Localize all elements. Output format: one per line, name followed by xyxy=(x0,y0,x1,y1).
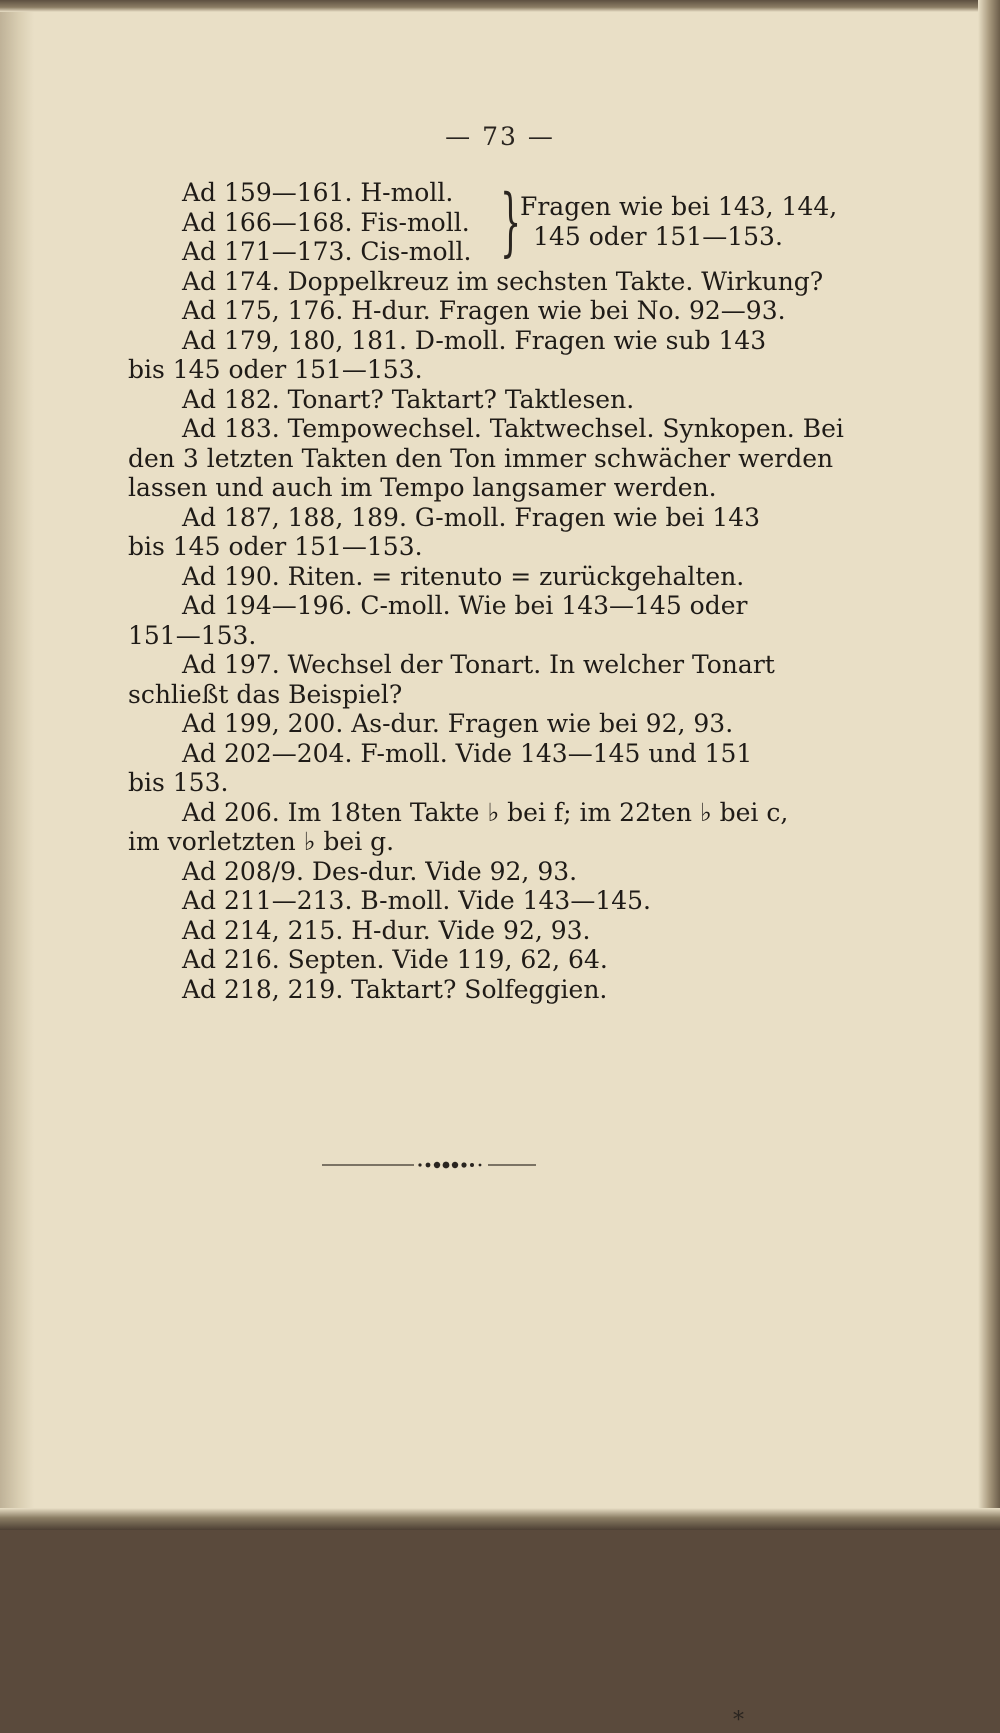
text-line: Ad 216. Septen. Vide 119, 62, 64. xyxy=(182,945,608,974)
text-line: Ad 166—168. Fis-moll. xyxy=(182,207,470,237)
text-line: Ad 218, 219. Taktart? Solfeggien. xyxy=(182,974,608,1004)
text-line: den 3 letzten Takten den Ton immer schwächer werden xyxy=(128,443,834,473)
text-line: im vorletzten ♭ bei g. xyxy=(128,827,395,856)
text-line: Ad 179, 180, 181. D-moll. Fragen wie sub 143 xyxy=(182,325,767,355)
page-top-edge xyxy=(0,0,1000,12)
text-line: 145 oder 151—153. xyxy=(533,221,783,251)
text-line: Ad 208/9. Des-dur. Vide 92, 93. xyxy=(182,856,578,886)
text-line: bis 145 oder 151—153. xyxy=(128,532,423,561)
text-line: Ad 171—173. Cis-moll. xyxy=(182,237,472,266)
text-line: schließt das Beispiel? xyxy=(128,679,403,709)
bracket-note xyxy=(520,192,838,251)
text-line: Ad 202—204. F-moll. Vide 143—145 und 151 xyxy=(182,738,753,768)
page-spine-shadow xyxy=(0,0,34,1530)
text-line: Ad 199, 200. As-dur. Fragen wie bei 92, 93. xyxy=(182,709,734,738)
text-line: 151—153. xyxy=(128,620,257,650)
text-line: Ad 194—196. C-moll. Wie bei 143—145 oder xyxy=(182,591,748,620)
ornament-divider-icon xyxy=(322,1160,682,1170)
bracketed-entries xyxy=(128,178,838,267)
text-line: bis 153. xyxy=(128,768,229,797)
page-bottom-edge xyxy=(0,1508,1000,1530)
page-right-edge xyxy=(978,0,1000,1530)
text-line: Ad 174. Doppelkreuz im sechsten Takte. Wirkung? xyxy=(182,266,824,296)
text-line: Ad 175, 176. H-dur. Fragen wie bei No. 92—93. xyxy=(182,296,786,325)
text-line: Ad 197. Wechsel der Tonart. In welcher Tonart xyxy=(182,650,775,679)
entry-lines xyxy=(128,266,844,1005)
text-line: lassen und auch im Tempo langsamer werden. xyxy=(128,473,717,502)
text-line: Ad 159—161. H-moll. xyxy=(182,178,454,207)
text-line: Ad 187, 188, 189. G-moll. Fragen wie bei 143 xyxy=(182,502,761,532)
text-line: bis 145 oder 151—153. xyxy=(128,355,423,384)
text-line: Ad 206. Im 18ten Takte ♭ bei f; im 22ten ♭ bei c, xyxy=(182,797,789,827)
text-line: Ad 182. Tonart? Taktart? Taktlesen. xyxy=(182,384,635,414)
signature-mark: * xyxy=(733,1708,744,1733)
page-number: — 73 — xyxy=(445,122,555,151)
text-line: Ad 183. Tempowechsel. Taktwechsel. Synkopen. Bei xyxy=(182,414,844,443)
text-line: Fragen wie bei 143, 144, xyxy=(520,192,838,221)
text-line: Ad 211—213. B-moll. Vide 143—145. xyxy=(182,886,651,915)
body-text xyxy=(128,178,844,1004)
text-line: Ad 190. Riten. = ritenuto = zurückgehalten. xyxy=(182,561,745,591)
text-line: Ad 214, 215. H-dur. Vide 92, 93. xyxy=(182,915,591,945)
brace-icon: } xyxy=(500,179,522,265)
